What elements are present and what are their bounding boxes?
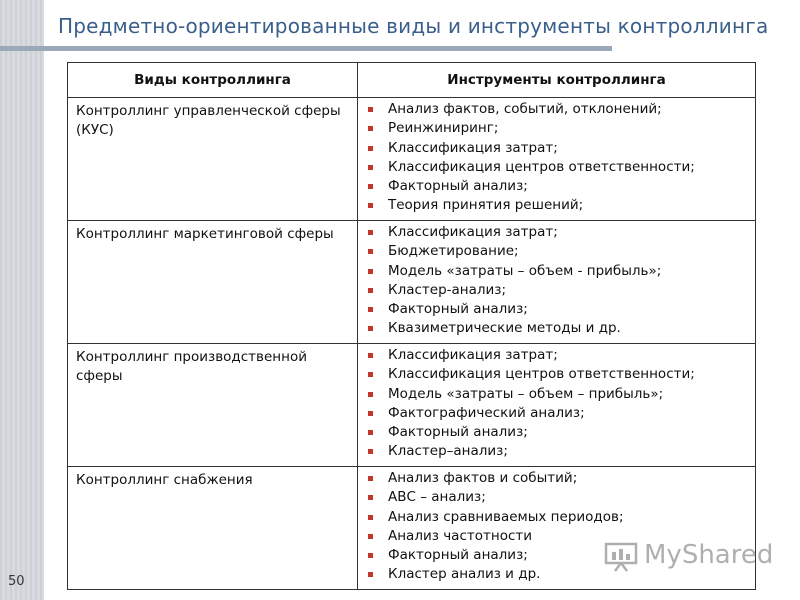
list-item: Кластер-анализ; — [366, 281, 751, 300]
table-row — [68, 221, 756, 344]
header-tools: Инструменты контроллинга — [358, 63, 756, 98]
list-item: Теория принятия решений; — [366, 196, 751, 215]
tools-cell — [358, 344, 756, 467]
list-item: Факторный анализ; — [366, 423, 751, 442]
list-item: Анализ фактов, событий, отклонений; — [366, 100, 751, 119]
header-kinds: Виды контроллинга — [68, 63, 358, 98]
list-item: Классификация затрат; — [366, 139, 751, 158]
slide-title: Предметно-ориентированные виды и инструменты контроллинга — [58, 14, 769, 38]
left-decorative-band — [0, 0, 44, 600]
title-underline — [0, 46, 612, 51]
kind-cell: Контроллинг снабжения — [68, 467, 358, 590]
list-item: Классификация затрат; — [366, 223, 751, 242]
list-item: Модель «затраты – объем – прибыль»; — [366, 385, 751, 404]
band-stripes — [0, 0, 44, 600]
tools-cell — [358, 221, 756, 344]
list-item: Бюджетирование; — [366, 242, 751, 261]
table-row — [68, 344, 756, 467]
kind-cell: Контроллинг управленческой сферы (КУС) — [68, 98, 358, 221]
page-number: 50 — [8, 574, 25, 589]
list-item: Кластер–анализ; — [366, 442, 751, 461]
list-item: АВС – анализ; — [366, 488, 751, 507]
controlling-table — [67, 62, 756, 590]
list-item: Факторный анализ; — [366, 177, 751, 196]
list-item: Факторный анализ; — [366, 300, 751, 319]
list-item: Кластер анализ и др. — [366, 565, 751, 584]
tools-list — [366, 100, 751, 216]
tools-cell — [358, 98, 756, 221]
list-item: Модель «затраты – объем - прибыль»; — [366, 262, 751, 281]
list-item: Факторный анализ; — [366, 546, 751, 565]
list-item: Классификация центров ответственности; — [366, 365, 751, 384]
list-item: Фактографический анализ; — [366, 404, 751, 423]
watermark-text: MyShared — [644, 540, 774, 570]
list-item: Квазиметрические методы и др. — [366, 319, 751, 338]
tools-list — [366, 223, 751, 339]
list-item: Классификация центров ответственности; — [366, 158, 751, 177]
list-item: Анализ фактов и событий; — [366, 469, 751, 488]
table-header-row — [68, 63, 756, 98]
list-item: Реинжиниринг; — [366, 119, 751, 138]
list-item: Анализ частотности — [366, 527, 751, 546]
presentation-icon — [604, 542, 638, 572]
list-item: Анализ сравниваемых периодов; — [366, 508, 751, 527]
kind-cell: Контроллинг производственной сферы — [68, 344, 358, 467]
table-row — [68, 98, 756, 221]
list-item: Классификация затрат; — [366, 346, 751, 365]
tools-list — [366, 346, 751, 462]
kind-cell: Контроллинг маркетинговой сферы — [68, 221, 358, 344]
watermark — [604, 538, 774, 578]
